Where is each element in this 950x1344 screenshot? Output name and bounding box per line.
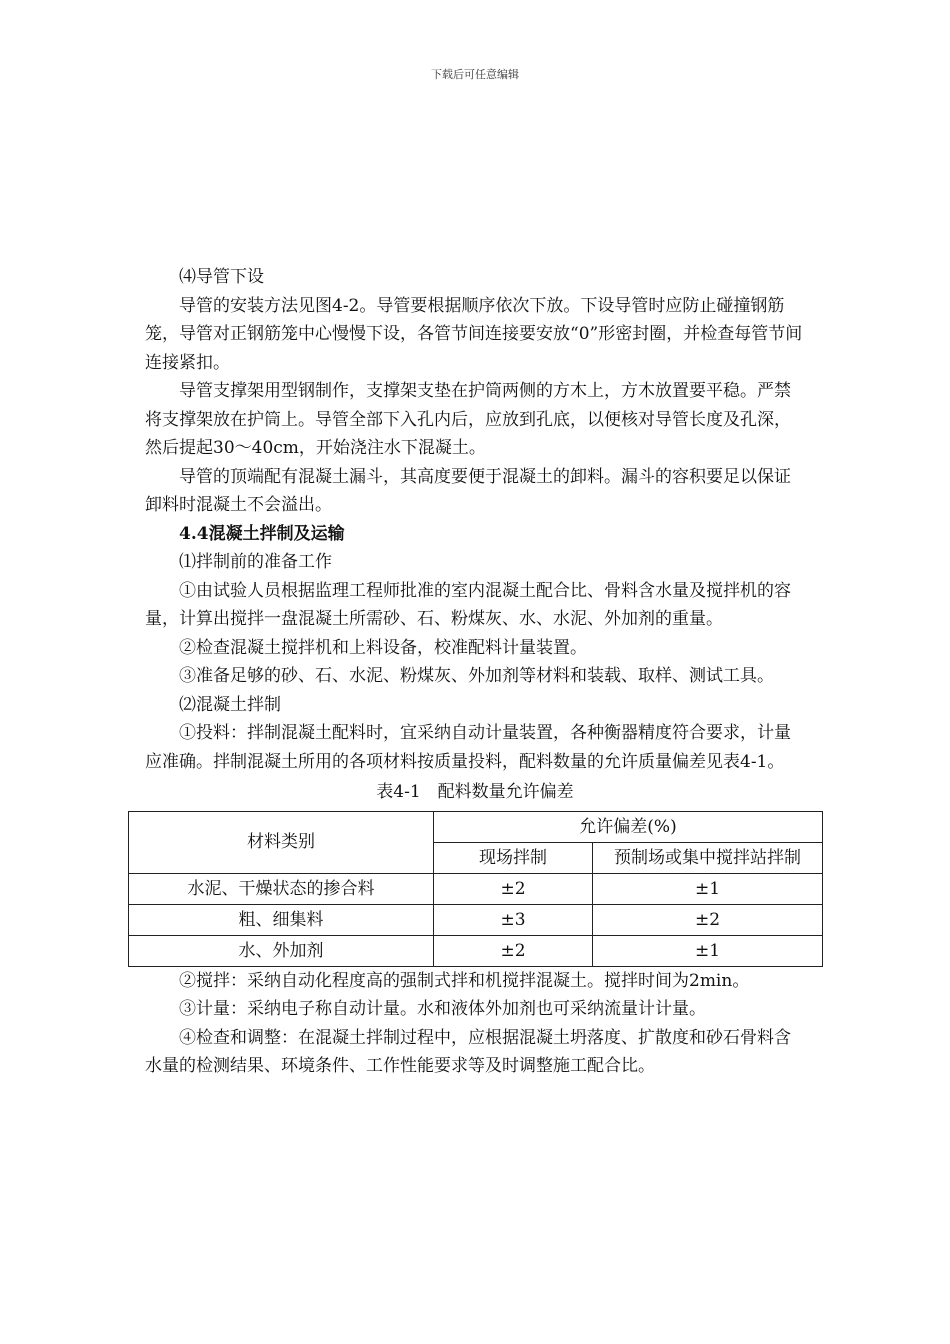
tolerance-table (128, 811, 823, 967)
header-cell-tolerance: 允许偏差(%) (434, 811, 823, 842)
section-heading: 4.4混凝土拌制及运输 (179, 523, 345, 544)
list-item: ③准备足够的砂、石、水泥、粉煤灰、外加剂等材料和装载、取样、测试工具。 (179, 666, 774, 686)
list-item: ③计量：采纳电子称自动计量。水和液体外加剂也可采纳流量计计量。 (179, 999, 706, 1019)
table-cell: ±1 (593, 873, 823, 904)
list-item: ①投料：拌制混凝土配料时，宜采纳自动计量装置，各种衡器精度符合要求，计量应准确。拌制混凝土所用的各项材料按质量投料，配料数量的允许质量偏差见表4-1。 (145, 723, 791, 772)
table-cell: ±1 (593, 935, 823, 966)
table-cell: ±2 (434, 873, 593, 904)
list-item: ②检查混凝土搅拌机和上料设备，校准配料计量装置。 (179, 637, 587, 658)
header-cell-plant: 预制场或集中搅拌站拌制 (593, 842, 823, 873)
header-cell-site: 现场拌制 (434, 842, 593, 873)
header-cell-material: 材料类别 (129, 811, 434, 873)
paragraph: 导管的顶端配有混凝土漏斗，其高度要便于混凝土的卸料。漏斗的容积要足以保证卸料时混凝土不会溢出。 (145, 466, 791, 515)
page-header: 下载后可任意编辑 (431, 68, 519, 81)
table-row (129, 935, 823, 966)
subsection-heading-conduit: ⑷导管下设 (179, 267, 264, 287)
paragraph: 导管的安装方法见图4-2。导管要根据顺序依次下放。下设导管时应防止碰撞钢筋笼，导管对正钢筋笼中心慢慢下设，各管节间连接要安放“0”形密封圈，并检查每管节间连接紧扣。 (145, 295, 803, 373)
list-item: ②搅拌：采纳自动化程度高的强制式拌和机搅拌混凝土。搅拌时间为2min。 (179, 970, 750, 991)
paragraph: 导管支撑架用型钢制作，支撑架支垫在护筒两侧的方木上，方木放置要平稳。严禁将支撑架放在护筒上。导管全部下入孔内后，应放到孔底，以便核对导管长度及孔深，然后提起30～40cm，开始浇注水下混凝土。 (145, 381, 791, 458)
table-cell: 水泥、干燥状态的掺合料 (129, 873, 434, 904)
table-row (129, 873, 823, 904)
table-cell: 粗、细集料 (129, 904, 434, 935)
document-body (145, 263, 805, 1081)
table-cell: ±2 (434, 935, 593, 966)
table-cell: ±3 (434, 904, 593, 935)
list-item: ④检查和调整：在混凝土拌制过程中，应根据混凝土坍落度、扩散度和砂石骨料含水量的检测结果、环境条件、工作性能要求等及时调整施工配合比。 (145, 1027, 791, 1076)
table-cell: 水、外加剂 (129, 935, 434, 966)
table-row (129, 904, 823, 935)
list-item: ①由试验人员根据监理工程师批准的室内混凝土配合比、骨料含水量及搅拌机的容量，计算出搅拌一盘混凝土所需砂、石、粉煤灰、水、水泥、外加剂的重量。 (145, 580, 791, 629)
table-header-row (129, 811, 823, 842)
table-caption: 表4-1 配料数量允许偏差 (376, 782, 574, 802)
subsection-heading: ⑴拌制前的准备工作 (179, 552, 332, 572)
subsection-heading: ⑵混凝土拌制 (179, 694, 281, 715)
table-cell: ±2 (593, 904, 823, 935)
